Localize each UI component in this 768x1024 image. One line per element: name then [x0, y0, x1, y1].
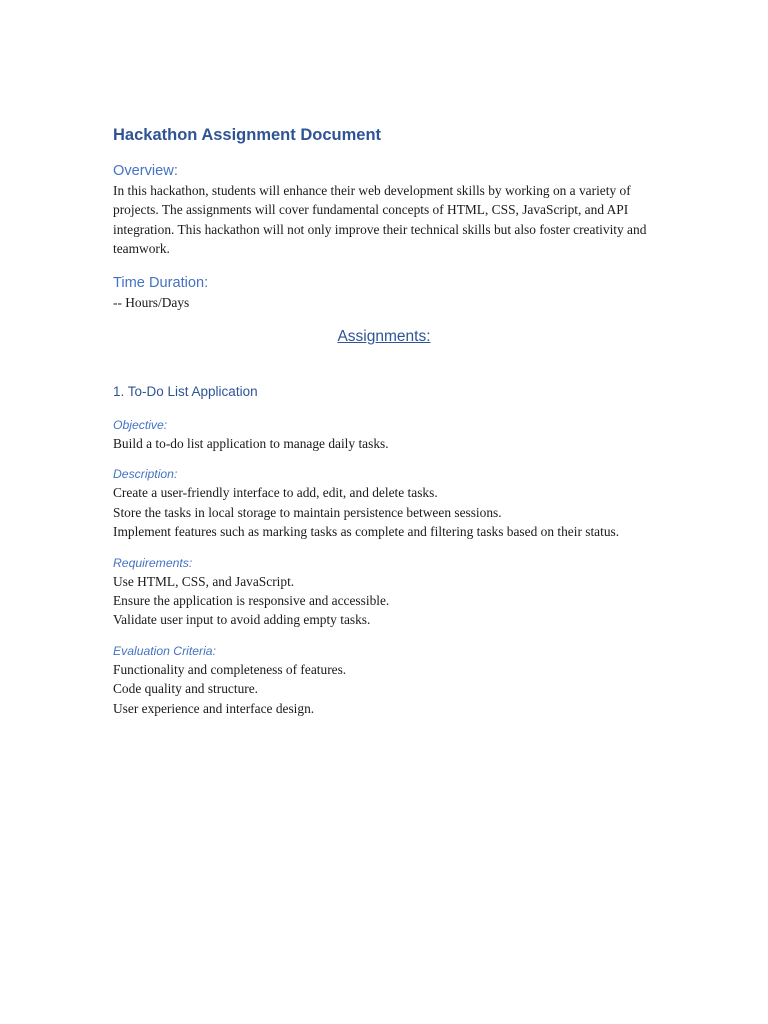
description-label: Description:	[113, 467, 178, 482]
time-duration-heading: Time Duration:	[113, 274, 209, 291]
document-title: Hackathon Assignment Document	[113, 126, 382, 144]
description-line: Create a user-friendly interface to add, edit, and delete tasks.	[113, 485, 438, 501]
requirements-label: Requirements:	[113, 555, 193, 570]
assignment-1-heading: 1. To-Do List Application	[113, 384, 258, 400]
time-duration-text: -- Hours/Days	[113, 294, 190, 310]
evaluation-criteria-label: Evaluation Criteria:	[113, 643, 216, 658]
evaluation-line: Functionality and completeness of features.	[113, 661, 347, 677]
objective-label: Objective:	[113, 418, 168, 433]
requirements-line: Use HTML, CSS, and JavaScript.	[113, 573, 295, 589]
evaluation-line: User experience and interface design.	[113, 700, 315, 716]
overview-heading: Overview:	[113, 163, 178, 179]
document-page	[113, 124, 653, 718]
description-line: Implement features such as marking tasks as complete and filtering tasks based on their status.	[113, 524, 620, 540]
objective-line: Build a to-do list application to manage daily tasks.	[113, 436, 389, 452]
requirements-line: Validate user input to avoid adding empty tasks.	[113, 612, 371, 628]
requirements-line: Ensure the application is responsive and accessible.	[113, 593, 390, 609]
description-line: Store the tasks in local storage to maintain persistence between sessions.	[113, 504, 502, 520]
overview-paragraph: In this hackathon, students will enhance their web development skills by working on a variety of projects. The assignments will cover fundamental concepts of HTML, CSS, JavaScript, and API integration. This hackathon will not only improve their technical skills but also foster creativity and teamwork.	[113, 183, 647, 257]
assignments-heading: Assignments:	[337, 328, 431, 346]
evaluation-line: Code quality and structure.	[113, 681, 259, 697]
